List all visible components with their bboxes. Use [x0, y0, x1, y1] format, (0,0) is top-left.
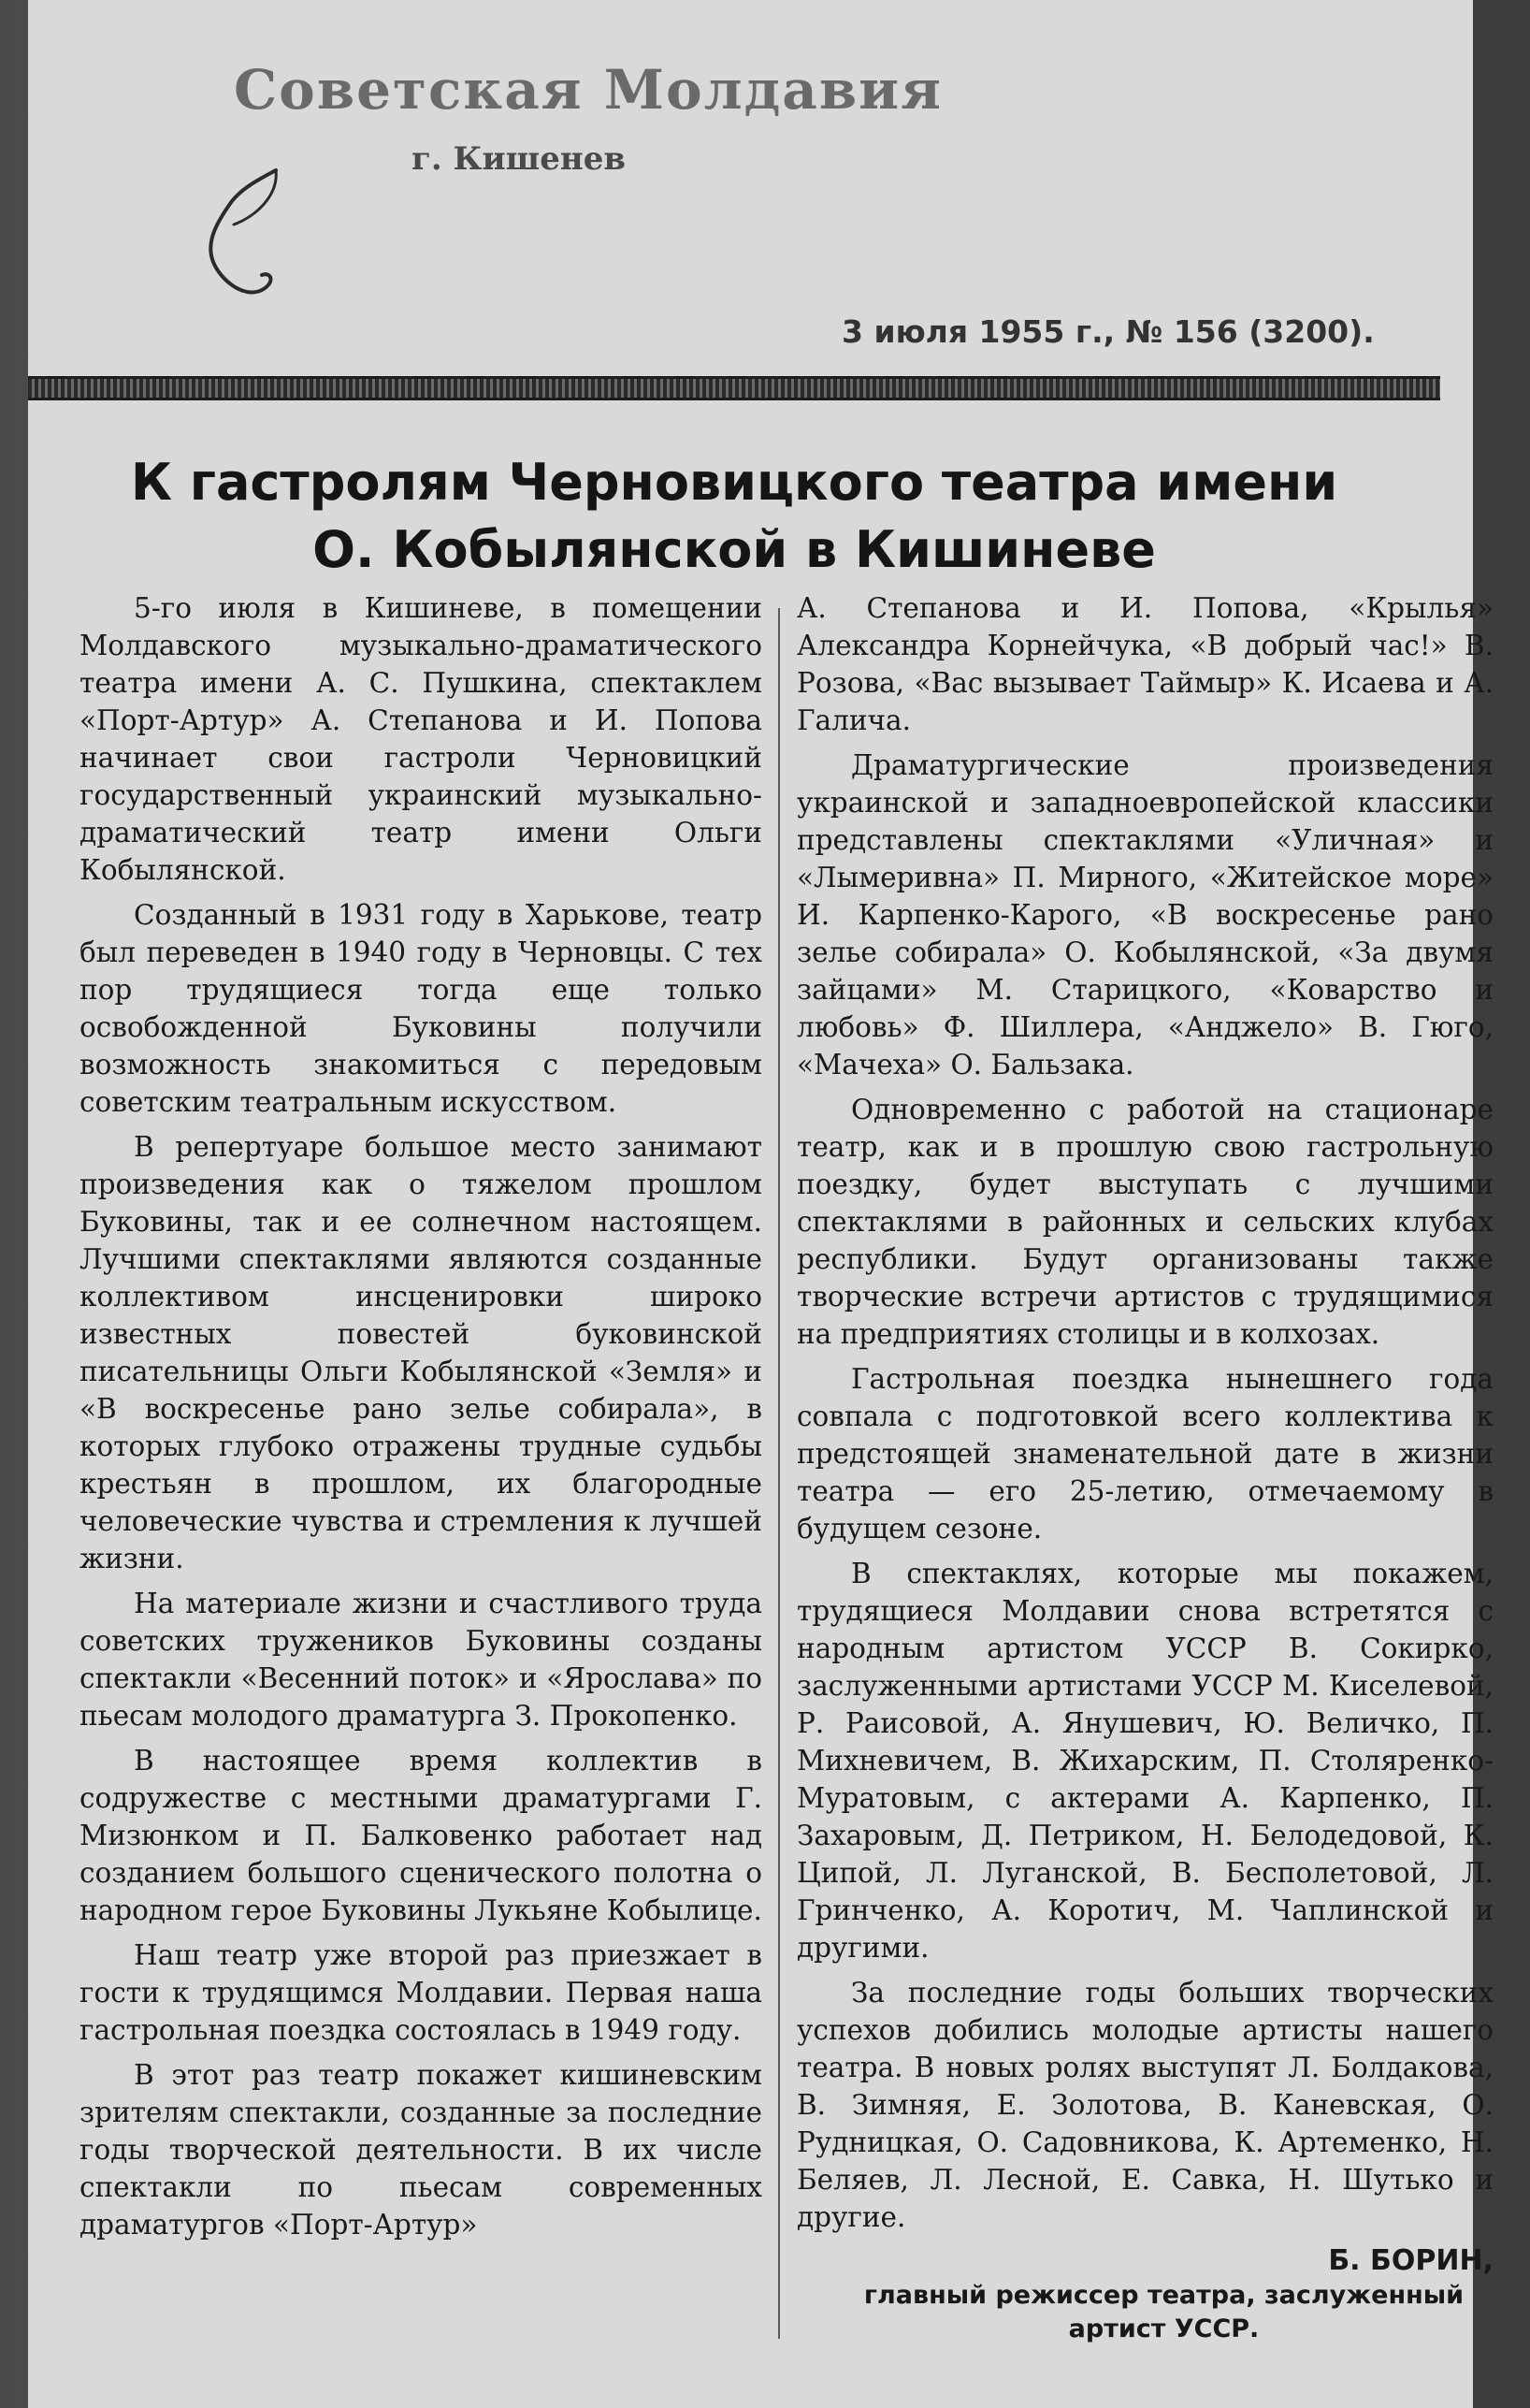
- paragraph: Одновременно с работой на стационаре театр, как и в прошлую свою гастрольную поездку, будет выступать с лучшими спектаклями в районных и сельских клубах республики. Будут организованы также творческие встречи артистов с трудящимися на предприятиях столицы и в колхозах.: [797, 1094, 1494, 1350]
- paragraph-continuation: А. Степанова и И. Попова, «Крылья» Александра Корнейчука, «В добрый час!» В. Розова, «Вас вызывает Таймыр» К. Исаева и А. Галича.: [797, 592, 1494, 736]
- headline-line-1: К гастролям Черновицкого театра имени: [130, 453, 1338, 512]
- masthead-city: г. Кишенев: [411, 140, 626, 178]
- paragraph: 5-го июля в Кишиневе, в помещении Молдавского музыкально-драматического театра имени А. С. Пушкина, спектаклем «Порт-Артур» А. Степанова и И. Попова начинает свои гастроли Черновицкий государственный украинский музыкально-драматический театр имени Ольги Кобылянской.: [79, 592, 762, 886]
- author-role: главный режиссер театра, заслуженный артист УССР.: [863, 2281, 1465, 2343]
- paragraph: Драматургические произведения украинской и западноевропейской классики представлены спектаклями «Уличная» и «Лымеривна» П. Мирного, «Житейское море» И. Карпенко-Карого, «В воскресенье рано зелье собирала» О. Кобылянской, «За двумя зайцами» М. Старицкого, «Коварство и любовь» Ф. Шиллера, «Анджело» В. Гюго, «Мачеха» О. Бальзака.: [797, 749, 1494, 1081]
- paragraph: В спектаклях, которые мы покажем, трудящиеся Молдавии снова встретятся с народным артистом УССР В. Сокирко, заслуженными артистами УССР М. Киселевой, Р. Раисовой, А. Янушевич, Ю. Величко, П. Михневичем, В. Жихарским, П. Столяренко-Муратовым, с актерами А. Карпенко, П. Захаровым, Д. Петриком, Н. Белодедовой, К. Ципой, Л. Луганской, В. Бесполетовой, Л. Гринченко, А. Коротич, М. Чаплинской и другими.: [797, 1558, 1494, 1964]
- paragraph: В этот раз театр покажет кишиневским зрителям спектакли, созданные за последние годы творческой деятельности. В их числе спектакли по пьесам современных драматургов «Порт-Артур»: [79, 2059, 762, 2241]
- masthead-rule: [28, 376, 1440, 400]
- handwritten-number-5: [187, 159, 299, 309]
- paragraph: Гастрольная поездка нынешнего года совпала с подготовкой всего коллектива к предстоящей знаменательной дате в жизни театра — его 25-летию, отмечаемому в будущем сезоне.: [797, 1363, 1494, 1545]
- paragraph: За последние годы больших творческих успехов добились молодые артисты нашего театра. В новых ролях выступят Л. Болдакова, В. Зимняя, Е. Золотова, В. Каневская, О. Рудницкая, О. Садовникова, К. Артеменко, Н. Беляев, Л. Лесной, Е. Савка, Н. Шутько и другие.: [797, 1977, 1494, 2233]
- author-signature: Б. БОРИН,: [1328, 2244, 1494, 2277]
- paragraph: Созданный в 1931 году в Харькове, театр был переведен в 1940 году в Черновцы. С тех пор трудящиеся тогда еще только освобожденной Буковины получили возможность знакомиться с передовым советским театральным искусством.: [79, 899, 762, 1118]
- headline-line-2: О. Кобылянской в Кишиневе: [312, 520, 1156, 579]
- paragraph: Наш театр уже второй раз приезжает в гости к трудящимся Молдавии. Первая наша гастрольная поездка состоялась в 1949 году.: [79, 1939, 762, 2046]
- paragraph: В репертуаре большое место занимают произведения как о тяжелом прошлом Буковины, так и ее солнечном настоящем. Лучшими спектаклями являются созданные коллективом инсценировки широко известных повестей буковинской писательницы Ольги Кобылянской «Земля» и «В воскресенье рано зелье собирала», в которых глубоко отражены трудные судьбы крестьян в прошлом, их благородные человеческие чувства и стремления к лучшей жизни.: [79, 1131, 762, 1574]
- masthead-title: Советская Молдавия: [234, 58, 943, 122]
- article-right-column: [797, 589, 1494, 2346]
- column-divider: [778, 608, 780, 2339]
- issue-date-number: 3 июля 1955 г., № 156 (3200).: [842, 313, 1375, 350]
- article-left-column: [79, 589, 762, 2251]
- paragraph: На материале жизни и счастливого труда советских тружеников Буковины созданы спектакли «Весенний поток» и «Ярослава» по пьесам молодого драматурга З. Прокопенко.: [79, 1588, 762, 1732]
- paragraph: В настоящее время коллектив в содружестве с местными драматургами Г. Мизюнком и П. Балковенко работает над созданием большого сценического полотна о народном герое Буковины Лукьяне Кобылице.: [79, 1745, 762, 1926]
- newspaper-clipping: [28, 0, 1494, 2408]
- article-headline: [28, 449, 1440, 584]
